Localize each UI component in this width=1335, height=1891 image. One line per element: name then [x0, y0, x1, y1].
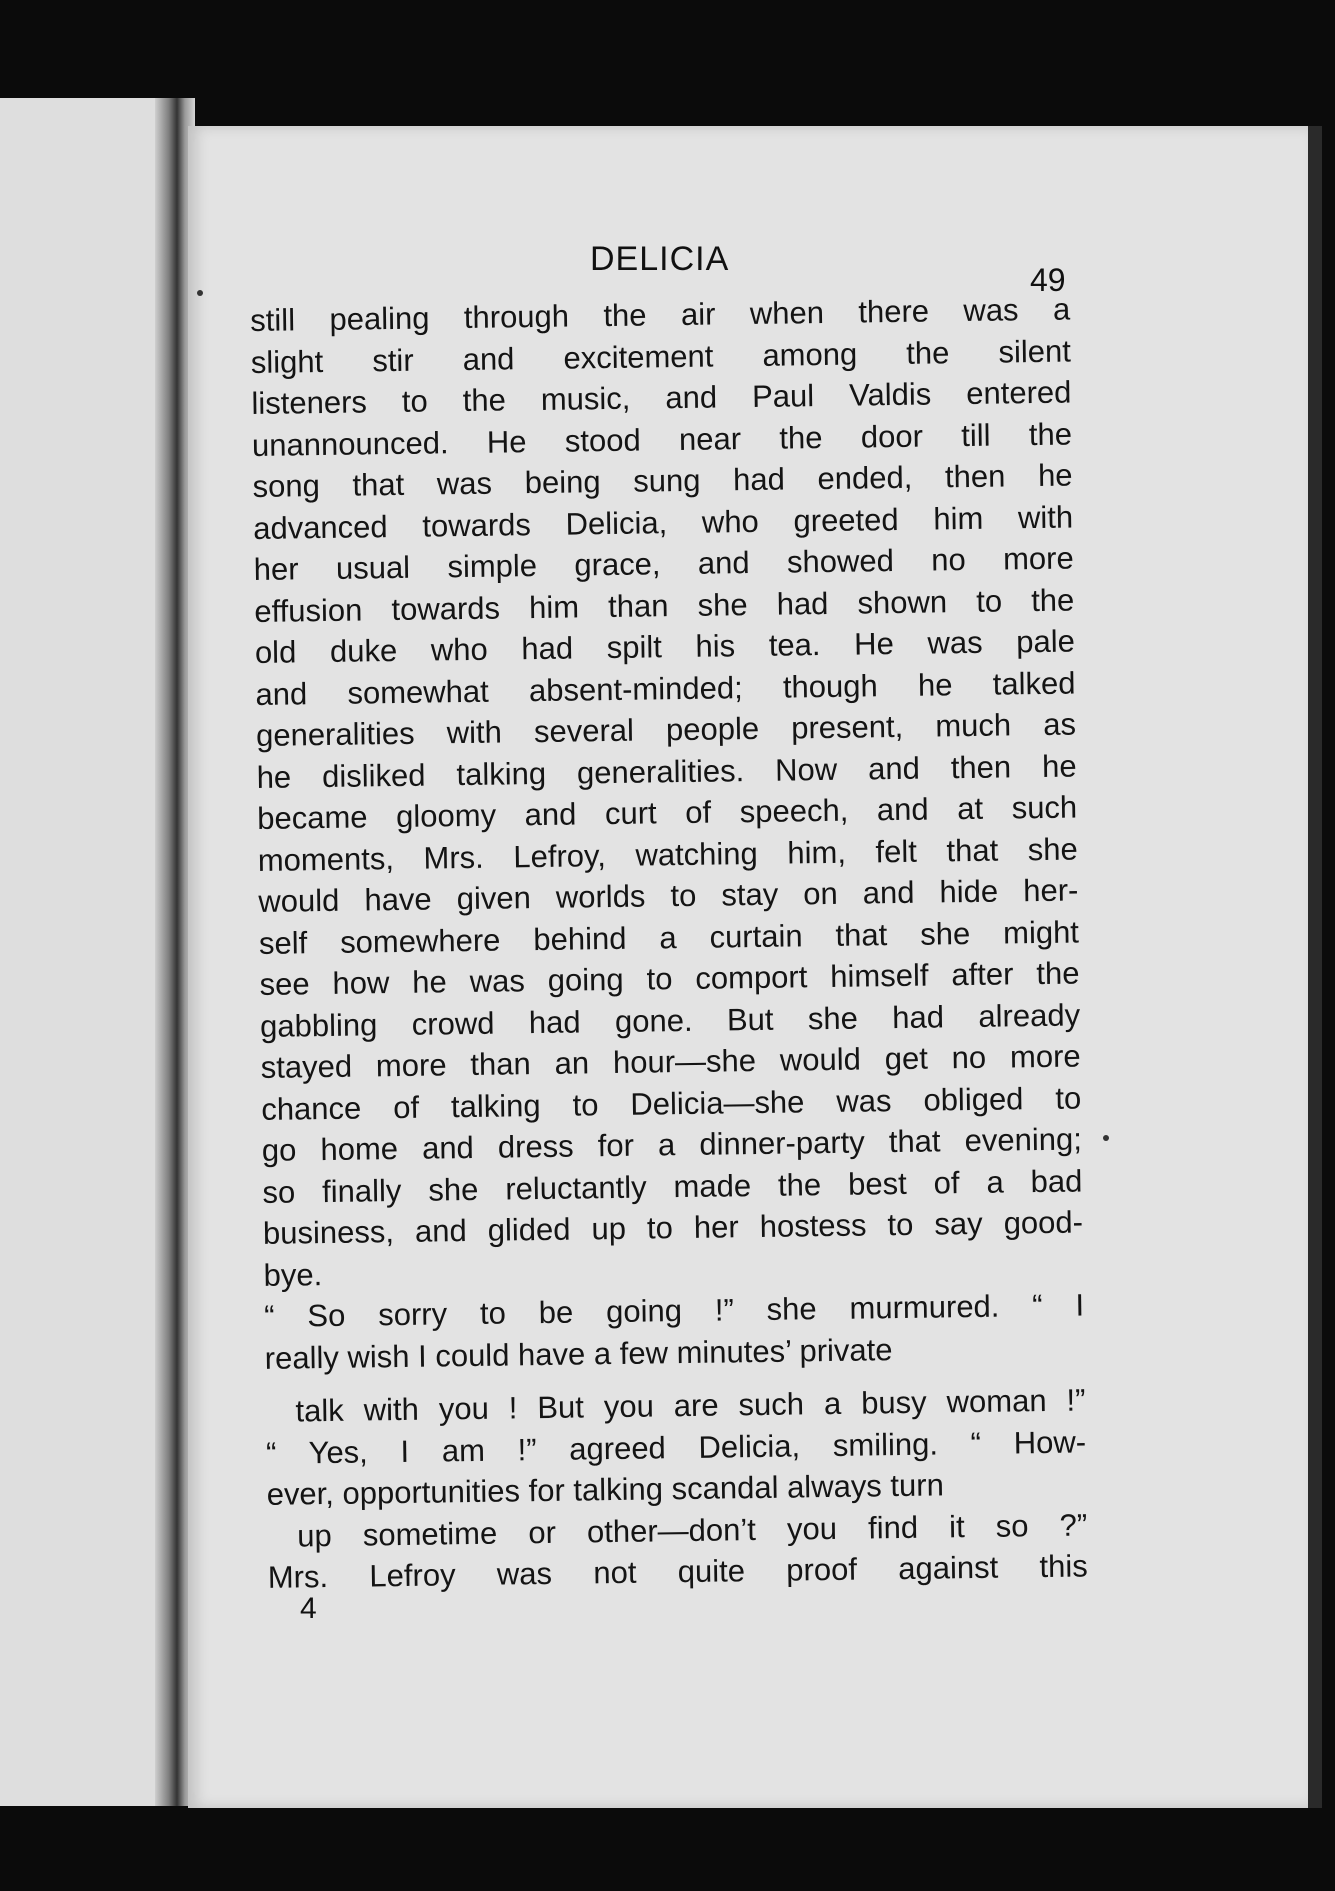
text-line: listeners to the music, and Paul Valdis entered — [251, 374, 1072, 421]
text-line: he disliked talking generalities. Now and then he — [256, 748, 1077, 795]
text-line: Mrs. Lefroy was not quite proof against this — [267, 1548, 1089, 1595]
text-line: her usual simple grace, and showed no more — [253, 540, 1074, 587]
page-number: 49 — [1030, 262, 1066, 298]
text-line: “ So sorry to be going !” she murmured. “ I — [263, 1287, 1085, 1334]
text-line: moments, Mrs. Lefroy, watching him, felt that she — [257, 830, 1078, 878]
text-line: bye. — [263, 1256, 323, 1293]
text-line: chance of talking to Delicia—she was obliged to — [261, 1079, 1082, 1127]
text-line: talk with you ! But you are such a busy woman !” — [295, 1382, 1086, 1429]
text-line: effusion towards him than she had shown to the — [254, 582, 1075, 629]
text-line: so finally she reluctantly made the best of a bad — [262, 1162, 1083, 1210]
text-line: gabbling crowd had gone. But she had already — [259, 996, 1081, 1044]
text-line: song that was being sung had ended, then he — [252, 457, 1073, 504]
text-line: became gloomy and curt of speech, and at such — [256, 789, 1078, 836]
text-line: advanced towards Delicia, who greeted him with — [252, 499, 1074, 546]
text-line: would have given worlds to stay on and hide her- — [258, 872, 1079, 919]
body-text — [250, 289, 1088, 1599]
text-line: slight stir and excitement among the silent — [250, 333, 1072, 380]
text-line: business, and glided up to her hostess to say good- — [262, 1204, 1084, 1251]
text-line: go home and dress for a dinner-party that evening; — [261, 1121, 1083, 1168]
text-line: generalities with several people present, much as — [255, 706, 1077, 753]
running-head: DELICIA — [590, 240, 730, 278]
text-line: unannounced. He stood near the door till the — [251, 416, 1073, 463]
scan-speck — [1103, 1135, 1109, 1141]
text-line: up sometime or other—don’t you find it so ?” — [297, 1506, 1088, 1553]
text-line: ever, opportunities for talking scandal always turn — [266, 1467, 945, 1512]
text-line: and somewhat absent-minded; though he talked — [255, 665, 1076, 712]
signature-mark: 4 — [300, 1592, 317, 1625]
scan-speck — [197, 290, 203, 296]
text-line: really wish I could have a few minutes’ private — [264, 1331, 893, 1376]
text-line: still pealing through the air when there was a — [250, 291, 1071, 338]
text-line: see how he was going to comport himself after the — [259, 955, 1080, 1002]
text-line: self somewhere behind a curtain that she might — [258, 913, 1080, 961]
text-line: “ Yes, I am !” agreed Delicia, smiling. “ How- — [265, 1423, 1087, 1471]
left-page-edge — [0, 98, 178, 1806]
text-line: old duke who had spilt his tea. He was pale — [254, 623, 1076, 670]
text-line: stayed more than an hour—she would get no more — [260, 1038, 1081, 1085]
